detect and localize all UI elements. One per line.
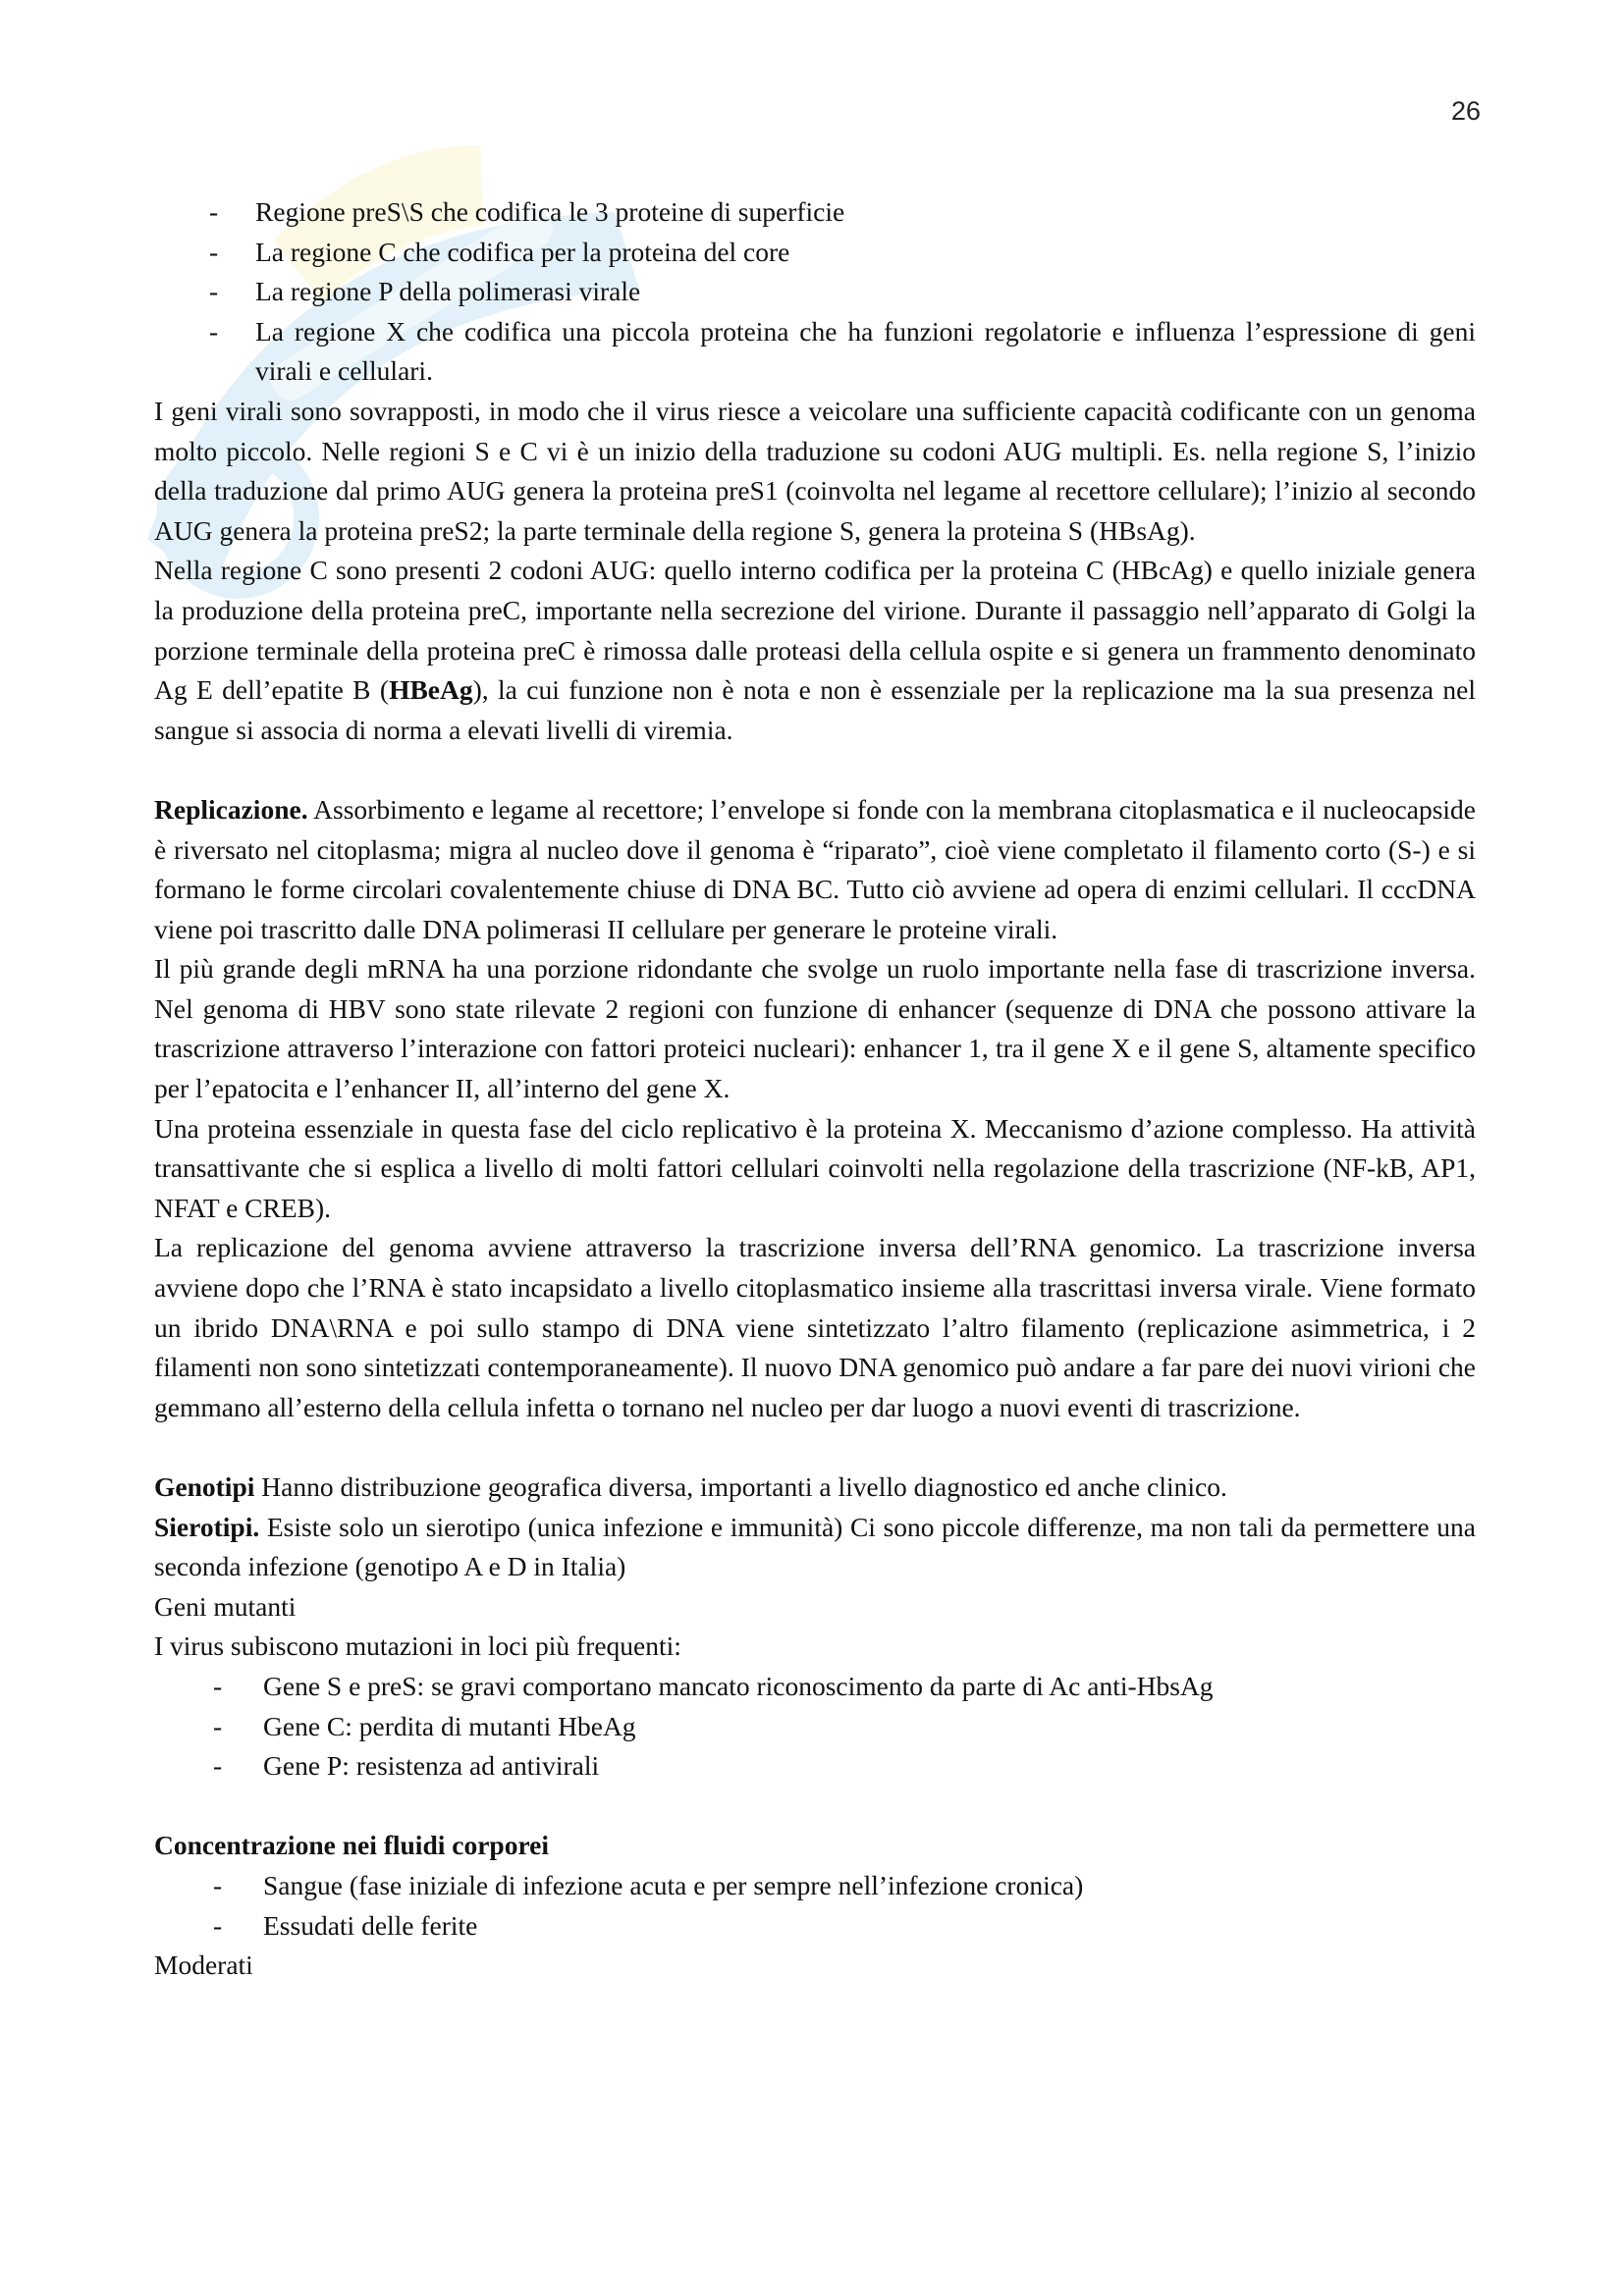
genotypes-heading: Genotipi bbox=[154, 1471, 255, 1502]
paragraph-mrna: Il più grande degli mRNA ha una porzione ridondante che svolge un ruolo importante nella fase di trascrizione inversa. Nel genoma di HBV sono state rilevate 2 regioni con funzione di enhancer (sequenze di DNA che possono attivare la trascrizione attraverso l’interazione con fattori proteici nucleari): enhancer 1, tra il gene X e il gene S, altamente specifico per l’epatocita e l’enhancer II, all’interno del gene X. bbox=[154, 953, 1476, 1104]
paragraph-region-c bbox=[154, 551, 1476, 750]
fluids-heading bbox=[154, 1826, 1476, 1866]
region-c-text: Nella regione C sono presenti 2 codoni AUG: quello interno codifica per la proteina C (HBcAg) e quello iniziale genera la produzione della proteina preC, importante nella secrezione del virione. Durante il passaggio nell’apparato di Golgi la porzione terminale della proteina preC è rimossa dalle proteasi della cellula ospite e si genera un frammento denominato Ag E dell’epatite B ( bbox=[154, 555, 1476, 706]
serotypes-text: Esiste solo un sierotipo (unica infezione e immunità) Ci sono piccole differenze, ma non tali da permettere una seconda infezione (genotipo A e D in Italia) bbox=[154, 1511, 1476, 1582]
paragraph-replication bbox=[154, 790, 1476, 949]
paragraph-genotypes bbox=[154, 1468, 1476, 1508]
paragraph-overlapping-genes: I geni virali sono sovrapposti, in modo che il virus riesce a veicolare una sufficiente capacità codificante con un genoma molto piccolo. Nelle regioni S e C vi è un inizio della traduzione su codoni AUG multipli. Es. nella regione S, l’inizio della traduzione dal primo AUG genera la proteina preS1 (coinvolta nel legame al recettore cellulare); l’inizio al secondo AUG genera la proteina preS2; la parte terminale della regione S, genera la proteina S (HBsAg). bbox=[154, 395, 1476, 546]
hbeag-term: HBeAg bbox=[389, 674, 473, 706]
page-body bbox=[154, 192, 1476, 1986]
list-item: - Sangue (fase iniziale di infezione acuta e per sempre nell’infezione cronica) bbox=[154, 1866, 1476, 1906]
replication-text: Assorbimento e legame al recettore; l’envelope si fonde con la membrana citoplasmatica e il nucleocapside è riversato nel citoplasma; migra al nucleo dove il genoma è “riparato”, cioè viene completato il filamento corto (S-) e si formano le forme circolari covalentemente chiuse di DNA BC. Tutto ciò avviene ad opera di enzimi cellulari. Il cccDNA viene poi trascritto dalle DNA polimerasi II cellulare per generare le proteine virali. bbox=[154, 793, 1476, 944]
paragraph-protein-x: Una proteina essenziale in questa fase del ciclo replicativo è la proteina X. Meccanismo d’azione complesso. Ha attività transattivante che si esplica a livello di molti fattori cellulari coinvolti nella regolazione della trascrizione (NF-kB, AP1, NFAT e CREB). bbox=[154, 1112, 1476, 1223]
fluids-list bbox=[154, 1866, 1476, 1946]
page-number: 26 bbox=[1450, 96, 1481, 126]
mutant-genes-title: Geni mutanti bbox=[154, 1590, 297, 1622]
paragraph-serotypes bbox=[154, 1508, 1476, 1587]
list-item: - Essudati delle ferite bbox=[154, 1906, 1476, 1947]
fluids-heading-text: Concentrazione nei fluidi corporei bbox=[154, 1830, 550, 1861]
list-item: - Regione preS\S che codifica le 3 proteine di superficie bbox=[154, 192, 1476, 233]
list-item: - Gene C: perdita di mutanti HbeAg bbox=[154, 1707, 1476, 1747]
list-item: - La regione X che codifica una piccola proteina che ha funzioni regolatorie e influenza l’espressione di geni virali e cellulari. bbox=[154, 312, 1476, 392]
paragraph-reverse-transcription: La replicazione del genoma avviene attraverso la trascrizione inversa dell’RNA genomico. La trascrizione inversa avviene dopo che l’RNA è stato incapsidato a livello citoplasmatico insieme alla trascrittasi inversa virale. Viene formato un ibrido DNA\RNA e poi sullo stampo di DNA viene sintetizzato l’altro filamento (replicazione asimmetrica, i 2 filamenti non sono sintetizzati contemporaneamente). Il nuovo DNA genomico può andare a far pare dei nuovi virioni che gemmano all’esterno della cellula infetta o tornano nel nucleo per dar luogo a nuovi eventi di trascrizione. bbox=[154, 1232, 1476, 1422]
region-c-text-end: ), la cui funzione non è nota e non è essenziale per la replicazione ma la sua presenza nel sangue si associa di norma a elevati livelli di viremia. bbox=[154, 674, 1477, 745]
list-item: - Gene S e preS: se gravi comportano mancato riconoscimento da parte di Ac anti-HbsAg bbox=[154, 1667, 1476, 1707]
fluids-trailing: Moderati bbox=[154, 1949, 253, 1981]
list-item: - La regione C che codifica per la proteina del core bbox=[154, 233, 1476, 273]
list-item: - Gene P: resistenza ad antivirali bbox=[154, 1746, 1476, 1787]
region-list bbox=[154, 192, 1476, 392]
replication-heading: Replicazione. bbox=[154, 793, 308, 825]
genotypes-text: Hanno distribuzione geografica diversa, importanti a livello diagnostico ed anche clinico. bbox=[254, 1471, 1227, 1502]
serotypes-heading: Sierotipi. bbox=[154, 1511, 260, 1542]
mutant-genes-list bbox=[154, 1667, 1476, 1787]
list-item: - La regione P della polimerasi virale bbox=[154, 272, 1476, 312]
mutant-genes-intro: I virus subiscono mutazioni in loci più frequenti: bbox=[154, 1630, 681, 1662]
